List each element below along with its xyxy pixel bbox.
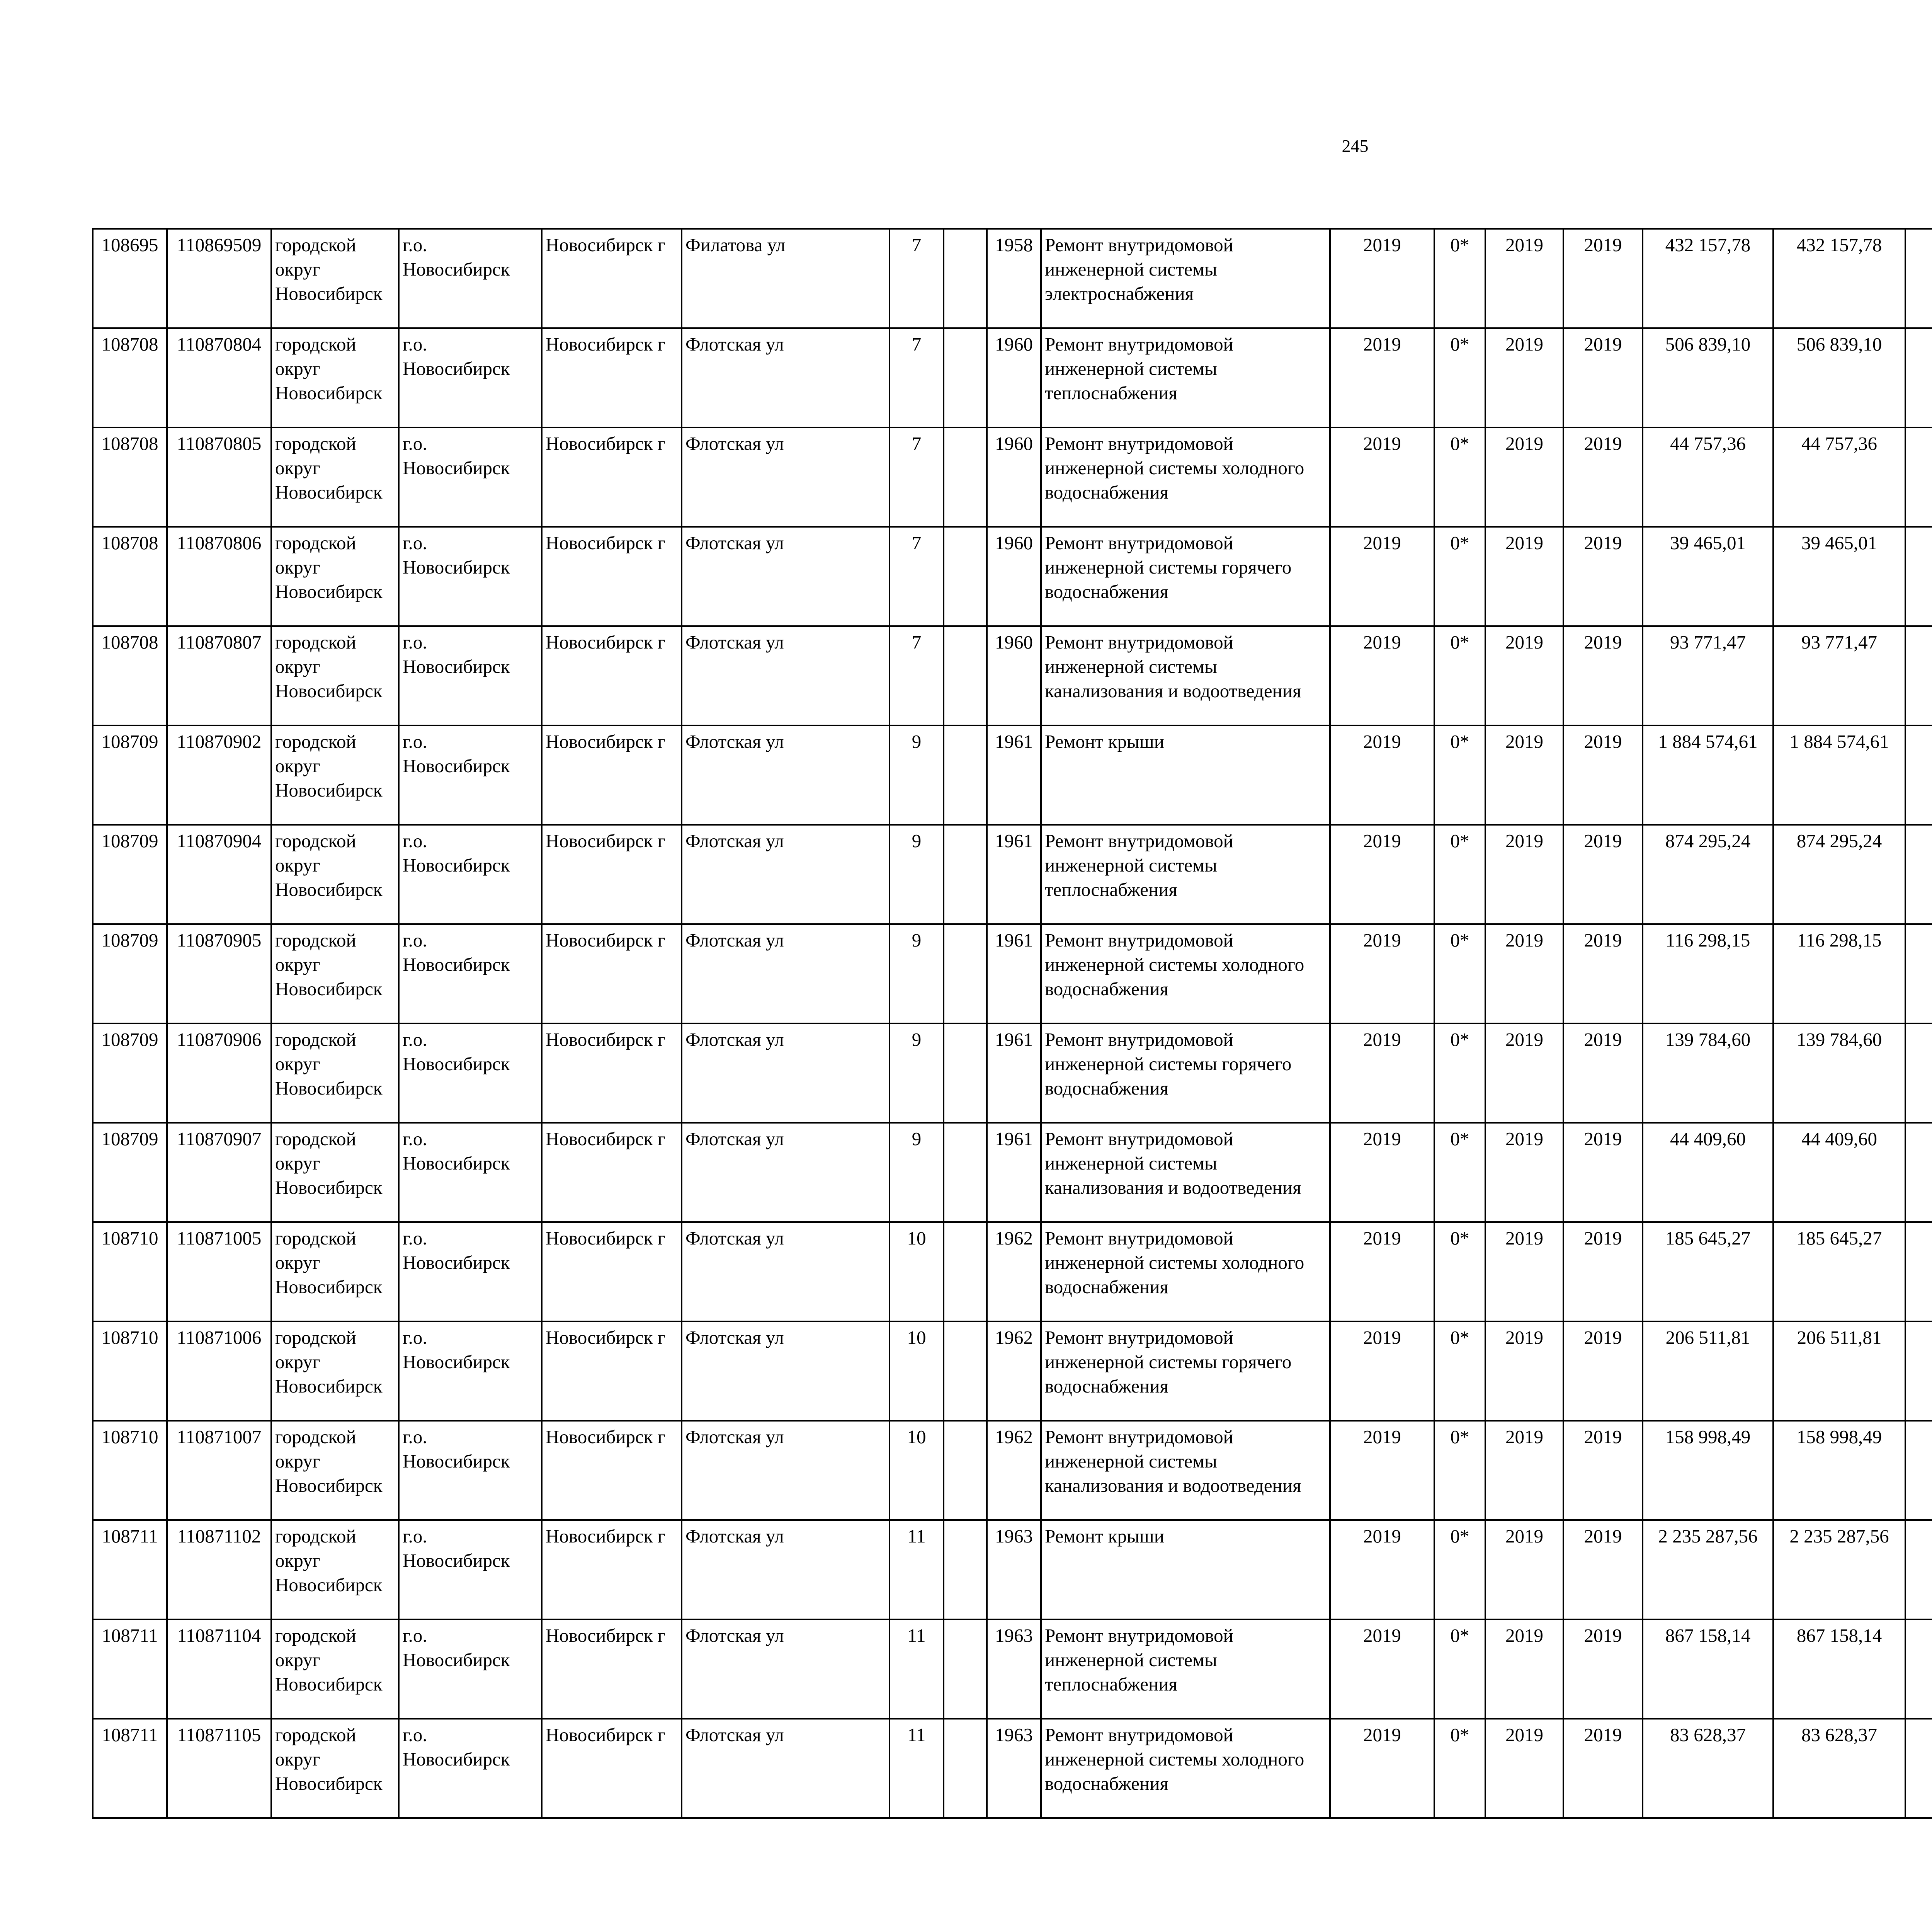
house-number-cell: 11 [889,1520,944,1619]
municipality-cell: городской округ Новосибирск [271,1421,399,1520]
empty-cell-cell [1905,1719,1932,1818]
street-cell: Флотская ул [682,328,889,427]
empty-cell-cell [1905,924,1932,1023]
district-cell: г.о. Новосибирск [399,1421,542,1520]
empty-cell-cell [1905,1619,1932,1719]
object-code-cell: 110871105 [167,1719,271,1818]
municipality-cell: городской округ Новосибирск [271,527,399,626]
empty-cell-cell [1905,328,1932,427]
cost-cell: 432 157,78 [1643,229,1773,328]
city-cell: Новосибирск г [542,1023,682,1123]
plan-year-cell: 2019 [1330,427,1434,527]
street-cell: Флотская ул [682,1321,889,1421]
municipality-cell: городской округ Новосибирск [271,1222,399,1321]
cost-cell: 93 771,47 [1643,626,1773,725]
record-id-cell: 108710 [93,1222,167,1321]
end-year-cell: 2019 [1563,328,1643,427]
plan-year-cell: 2019 [1330,1222,1434,1321]
city-cell: Новосибирск г [542,825,682,924]
house-number-cell: 9 [889,1023,944,1123]
work-type-cell: Ремонт внутридомовой инженерной системы канализования и водоотведения [1041,1123,1330,1222]
plan-year-cell: 2019 [1330,1421,1434,1520]
city-cell: Новосибирск г [542,328,682,427]
object-code-cell: 110870905 [167,924,271,1023]
flag-cell: 0* [1434,924,1485,1023]
street-cell: Флотская ул [682,1520,889,1619]
end-year-cell: 2019 [1563,626,1643,725]
municipality-cell: городской округ Новосибирск [271,229,399,328]
district-cell: г.о. Новосибирск [399,626,542,725]
flag-cell: 0* [1434,427,1485,527]
year-built-cell: 1962 [987,1321,1041,1421]
cost-cell: 44 757,36 [1643,427,1773,527]
work-type-cell: Ремонт внутридомовой инженерной системы холодного водоснабжения [1041,924,1330,1023]
table-row [93,1023,1932,1123]
municipality-cell: городской округ Новосибирск [271,328,399,427]
cost-cell: 39 465,01 [1643,527,1773,626]
empty-cell-cell [1905,1520,1932,1619]
cost-total-cell: 432 157,78 [1773,229,1905,328]
building-number-cell [944,1719,987,1818]
district-cell: г.о. Новосибирск [399,527,542,626]
cost-cell: 139 784,60 [1643,1023,1773,1123]
district-cell: г.о. Новосибирск [399,1123,542,1222]
year-built-cell: 1961 [987,825,1041,924]
cost-cell: 83 628,37 [1643,1719,1773,1818]
building-number-cell [944,427,987,527]
plan-year-cell: 2019 [1330,527,1434,626]
flag-cell: 0* [1434,1619,1485,1719]
street-cell: Флотская ул [682,1421,889,1520]
start-year-cell: 2019 [1485,825,1563,924]
record-id-cell: 108708 [93,427,167,527]
municipality-cell: городской округ Новосибирск [271,1520,399,1619]
record-id-cell: 108709 [93,1023,167,1123]
object-code-cell: 110871102 [167,1520,271,1619]
year-built-cell: 1960 [987,328,1041,427]
street-cell: Филатова ул [682,229,889,328]
plan-year-cell: 2019 [1330,1619,1434,1719]
plan-year-cell: 2019 [1330,1719,1434,1818]
building-number-cell [944,527,987,626]
start-year-cell: 2019 [1485,527,1563,626]
start-year-cell: 2019 [1485,626,1563,725]
start-year-cell: 2019 [1485,1719,1563,1818]
end-year-cell: 2019 [1563,229,1643,328]
municipality-cell: городской округ Новосибирск [271,1321,399,1421]
house-number-cell: 11 [889,1719,944,1818]
house-number-cell: 10 [889,1421,944,1520]
object-code-cell: 110870805 [167,427,271,527]
registry-body [93,229,1932,1818]
building-number-cell [944,1222,987,1321]
plan-year-cell: 2019 [1330,1023,1434,1123]
flag-cell: 0* [1434,1222,1485,1321]
flag-cell: 0* [1434,1421,1485,1520]
plan-year-cell: 2019 [1330,1520,1434,1619]
record-id-cell: 108709 [93,924,167,1023]
cost-total-cell: 44 757,36 [1773,427,1905,527]
cost-total-cell: 139 784,60 [1773,1023,1905,1123]
cost-total-cell: 874 295,24 [1773,825,1905,924]
district-cell: г.о. Новосибирск [399,1619,542,1719]
street-cell: Флотская ул [682,527,889,626]
empty-cell-cell [1905,626,1932,725]
object-code-cell: 110871007 [167,1421,271,1520]
plan-year-cell: 2019 [1330,725,1434,825]
record-id-cell: 108695 [93,229,167,328]
city-cell: Новосибирск г [542,1123,682,1222]
building-number-cell [944,626,987,725]
work-type-cell: Ремонт внутридомовой инженерной системы канализования и водоотведения [1041,1421,1330,1520]
record-id-cell: 108708 [93,626,167,725]
building-number-cell [944,1619,987,1719]
street-cell: Флотская ул [682,1123,889,1222]
year-built-cell: 1962 [987,1222,1041,1321]
year-built-cell: 1960 [987,626,1041,725]
table-row [93,1321,1932,1421]
municipality-cell: городской округ Новосибирск [271,1023,399,1123]
table-row [93,1421,1932,1520]
start-year-cell: 2019 [1485,1023,1563,1123]
year-built-cell: 1960 [987,427,1041,527]
building-number-cell [944,1321,987,1421]
city-cell: Новосибирск г [542,1520,682,1619]
municipality-cell: городской округ Новосибирск [271,825,399,924]
cost-total-cell: 867 158,14 [1773,1619,1905,1719]
city-cell: Новосибирск г [542,1719,682,1818]
cost-total-cell: 206 511,81 [1773,1321,1905,1421]
start-year-cell: 2019 [1485,1421,1563,1520]
start-year-cell: 2019 [1485,427,1563,527]
city-cell: Новосибирск г [542,527,682,626]
record-id-cell: 108709 [93,1123,167,1222]
year-built-cell: 1961 [987,924,1041,1023]
cost-cell: 116 298,15 [1643,924,1773,1023]
work-type-cell: Ремонт внутридомовой инженерной системы теплоснабжения [1041,328,1330,427]
work-type-cell: Ремонт внутридомовой инженерной системы горячего водоснабжения [1041,1023,1330,1123]
empty-cell-cell [1905,427,1932,527]
end-year-cell: 2019 [1563,1421,1643,1520]
building-number-cell [944,1421,987,1520]
flag-cell: 0* [1434,626,1485,725]
house-number-cell: 7 [889,427,944,527]
cost-total-cell: 116 298,15 [1773,924,1905,1023]
object-code-cell: 110870906 [167,1023,271,1123]
house-number-cell: 7 [889,229,944,328]
end-year-cell: 2019 [1563,1619,1643,1719]
cost-cell: 44 409,60 [1643,1123,1773,1222]
house-number-cell: 9 [889,725,944,825]
cost-cell: 185 645,27 [1643,1222,1773,1321]
work-type-cell: Ремонт внутридомовой инженерной системы холодного водоснабжения [1041,1719,1330,1818]
house-number-cell: 7 [889,328,944,427]
start-year-cell: 2019 [1485,924,1563,1023]
cost-cell: 158 998,49 [1643,1421,1773,1520]
object-code-cell: 110870902 [167,725,271,825]
city-cell: Новосибирск г [542,427,682,527]
cost-total-cell: 93 771,47 [1773,626,1905,725]
record-id-cell: 108711 [93,1520,167,1619]
end-year-cell: 2019 [1563,1520,1643,1619]
cost-total-cell: 185 645,27 [1773,1222,1905,1321]
record-id-cell: 108709 [93,825,167,924]
end-year-cell: 2019 [1563,725,1643,825]
work-type-cell: Ремонт внутридомовой инженерной системы холодного водоснабжения [1041,427,1330,527]
object-code-cell: 110870904 [167,825,271,924]
table-row [93,1222,1932,1321]
house-number-cell: 11 [889,1619,944,1719]
district-cell: г.о. Новосибирск [399,1222,542,1321]
plan-year-cell: 2019 [1330,1123,1434,1222]
municipality-cell: городской округ Новосибирск [271,1123,399,1222]
municipality-cell: городской округ Новосибирск [271,1619,399,1719]
street-cell: Флотская ул [682,1619,889,1719]
flag-cell: 0* [1434,328,1485,427]
table-row [93,725,1932,825]
house-number-cell: 10 [889,1222,944,1321]
flag-cell: 0* [1434,825,1485,924]
plan-year-cell: 2019 [1330,825,1434,924]
cost-cell: 867 158,14 [1643,1619,1773,1719]
empty-cell-cell [1905,229,1932,328]
table-row [93,626,1932,725]
registry-table [92,228,1932,1819]
end-year-cell: 2019 [1563,825,1643,924]
district-cell: г.о. Новосибирск [399,1023,542,1123]
empty-cell-cell [1905,1321,1932,1421]
year-built-cell: 1960 [987,527,1041,626]
city-cell: Новосибирск г [542,1619,682,1719]
record-id-cell: 108710 [93,1321,167,1421]
flag-cell: 0* [1434,725,1485,825]
work-type-cell: Ремонт внутридомовой инженерной системы электроснабжения [1041,229,1330,328]
street-cell: Флотская ул [682,427,889,527]
municipality-cell: городской округ Новосибирск [271,1719,399,1818]
cost-total-cell: 39 465,01 [1773,527,1905,626]
flag-cell: 0* [1434,527,1485,626]
city-cell: Новосибирск г [542,1421,682,1520]
plan-year-cell: 2019 [1330,626,1434,725]
object-code-cell: 110869509 [167,229,271,328]
municipality-cell: городской округ Новосибирск [271,725,399,825]
flag-cell: 0* [1434,1023,1485,1123]
work-type-cell: Ремонт внутридомовой инженерной системы теплоснабжения [1041,1619,1330,1719]
empty-cell-cell [1905,1222,1932,1321]
table-row [93,527,1932,626]
cost-cell: 506 839,10 [1643,328,1773,427]
plan-year-cell: 2019 [1330,328,1434,427]
flag-cell: 0* [1434,1123,1485,1222]
work-type-cell: Ремонт внутридомовой инженерной системы канализования и водоотведения [1041,626,1330,725]
work-type-cell: Ремонт крыши [1041,1520,1330,1619]
city-cell: Новосибирск г [542,626,682,725]
building-number-cell [944,1123,987,1222]
cost-total-cell: 158 998,49 [1773,1421,1905,1520]
city-cell: Новосибирск г [542,725,682,825]
page-number: 245 [1342,136,1369,156]
object-code-cell: 110870907 [167,1123,271,1222]
table-row [93,1123,1932,1222]
year-built-cell: 1963 [987,1520,1041,1619]
plan-year-cell: 2019 [1330,1321,1434,1421]
start-year-cell: 2019 [1485,1619,1563,1719]
object-code-cell: 110871006 [167,1321,271,1421]
start-year-cell: 2019 [1485,1520,1563,1619]
table-row [93,328,1932,427]
flag-cell: 0* [1434,1321,1485,1421]
house-number-cell: 9 [889,924,944,1023]
district-cell: г.о. Новосибирск [399,1520,542,1619]
flag-cell: 0* [1434,1520,1485,1619]
year-built-cell: 1963 [987,1619,1041,1719]
start-year-cell: 2019 [1485,1123,1563,1222]
empty-cell-cell [1905,527,1932,626]
cost-cell: 2 235 287,56 [1643,1520,1773,1619]
building-number-cell [944,924,987,1023]
start-year-cell: 2019 [1485,229,1563,328]
object-code-cell: 110870807 [167,626,271,725]
year-built-cell: 1962 [987,1421,1041,1520]
building-number-cell [944,825,987,924]
house-number-cell: 7 [889,527,944,626]
empty-cell-cell [1905,725,1932,825]
empty-cell-cell [1905,1123,1932,1222]
work-type-cell: Ремонт внутридомовой инженерной системы холодного водоснабжения [1041,1222,1330,1321]
year-built-cell: 1963 [987,1719,1041,1818]
district-cell: г.о. Новосибирск [399,725,542,825]
start-year-cell: 2019 [1485,1222,1563,1321]
end-year-cell: 2019 [1563,1321,1643,1421]
street-cell: Флотская ул [682,725,889,825]
table-row [93,825,1932,924]
flag-cell: 0* [1434,229,1485,328]
year-built-cell: 1961 [987,1023,1041,1123]
work-type-cell: Ремонт внутридомовой инженерной системы горячего водоснабжения [1041,527,1330,626]
city-cell: Новосибирск г [542,229,682,328]
record-id-cell: 108710 [93,1421,167,1520]
end-year-cell: 2019 [1563,1719,1643,1818]
empty-cell-cell [1905,825,1932,924]
start-year-cell: 2019 [1485,328,1563,427]
work-type-cell: Ремонт внутридомовой инженерной системы теплоснабжения [1041,825,1330,924]
street-cell: Флотская ул [682,1222,889,1321]
record-id-cell: 108711 [93,1719,167,1818]
cost-cell: 1 884 574,61 [1643,725,1773,825]
district-cell: г.о. Новосибирск [399,1719,542,1818]
record-id-cell: 108708 [93,527,167,626]
table-row [93,1719,1932,1818]
object-code-cell: 110870804 [167,328,271,427]
district-cell: г.о. Новосибирск [399,328,542,427]
municipality-cell: городской округ Новосибирск [271,427,399,527]
end-year-cell: 2019 [1563,527,1643,626]
street-cell: Флотская ул [682,1719,889,1818]
end-year-cell: 2019 [1563,924,1643,1023]
table-row [93,1619,1932,1719]
year-built-cell: 1958 [987,229,1041,328]
work-type-cell: Ремонт внутридомовой инженерной системы горячего водоснабжения [1041,1321,1330,1421]
cost-total-cell: 1 884 574,61 [1773,725,1905,825]
flag-cell: 0* [1434,1719,1485,1818]
municipality-cell: городской округ Новосибирск [271,626,399,725]
street-cell: Флотская ул [682,825,889,924]
district-cell: г.о. Новосибирск [399,924,542,1023]
building-number-cell [944,229,987,328]
house-number-cell: 9 [889,825,944,924]
district-cell: г.о. Новосибирск [399,427,542,527]
object-code-cell: 110871005 [167,1222,271,1321]
object-code-cell: 110871104 [167,1619,271,1719]
table-row [93,229,1932,328]
house-number-cell: 10 [889,1321,944,1421]
district-cell: г.о. Новосибирск [399,825,542,924]
city-cell: Новосибирск г [542,1222,682,1321]
end-year-cell: 2019 [1563,1222,1643,1321]
table-row [93,427,1932,527]
end-year-cell: 2019 [1563,1123,1643,1222]
district-cell: г.о. Новосибирск [399,229,542,328]
building-number-cell [944,328,987,427]
record-id-cell: 108711 [93,1619,167,1719]
table-row [93,924,1932,1023]
building-number-cell [944,725,987,825]
object-code-cell: 110870806 [167,527,271,626]
end-year-cell: 2019 [1563,1023,1643,1123]
record-id-cell: 108709 [93,725,167,825]
building-number-cell [944,1520,987,1619]
year-built-cell: 1961 [987,1123,1041,1222]
cost-cell: 874 295,24 [1643,825,1773,924]
house-number-cell: 7 [889,626,944,725]
city-cell: Новосибирск г [542,1321,682,1421]
table-row [93,1520,1932,1619]
empty-cell-cell [1905,1421,1932,1520]
city-cell: Новосибирск г [542,924,682,1023]
work-type-cell: Ремонт крыши [1041,725,1330,825]
building-number-cell [944,1023,987,1123]
cost-total-cell: 506 839,10 [1773,328,1905,427]
cost-cell: 206 511,81 [1643,1321,1773,1421]
plan-year-cell: 2019 [1330,229,1434,328]
start-year-cell: 2019 [1485,1321,1563,1421]
street-cell: Флотская ул [682,626,889,725]
year-built-cell: 1961 [987,725,1041,825]
start-year-cell: 2019 [1485,725,1563,825]
record-id-cell: 108708 [93,328,167,427]
end-year-cell: 2019 [1563,427,1643,527]
empty-cell-cell [1905,1023,1932,1123]
plan-year-cell: 2019 [1330,924,1434,1023]
cost-total-cell: 83 628,37 [1773,1719,1905,1818]
street-cell: Флотская ул [682,1023,889,1123]
cost-total-cell: 2 235 287,56 [1773,1520,1905,1619]
district-cell: г.о. Новосибирск [399,1321,542,1421]
municipality-cell: городской округ Новосибирск [271,924,399,1023]
cost-total-cell: 44 409,60 [1773,1123,1905,1222]
street-cell: Флотская ул [682,924,889,1023]
house-number-cell: 9 [889,1123,944,1222]
